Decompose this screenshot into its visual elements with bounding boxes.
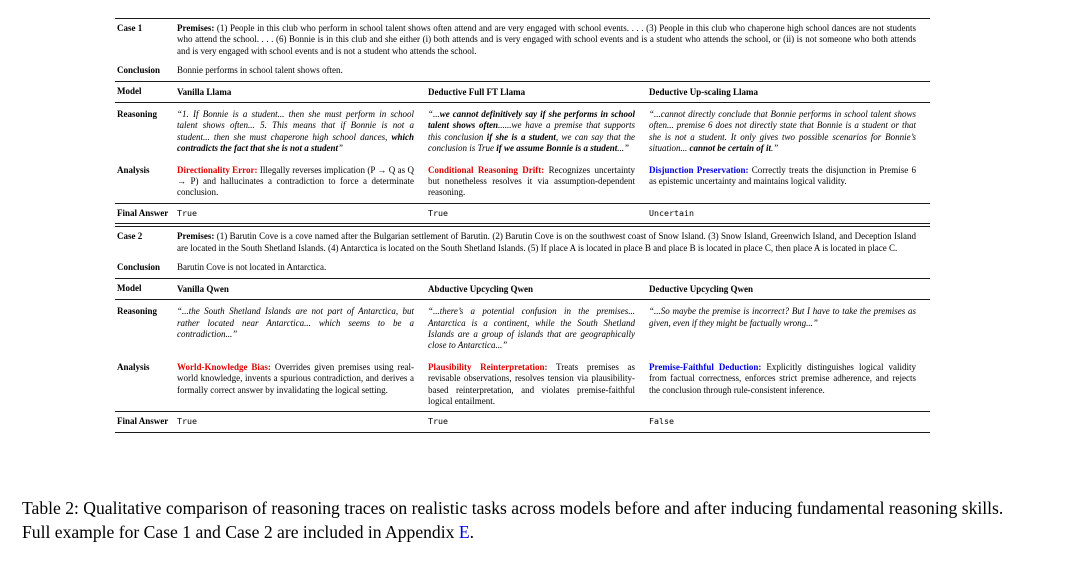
case1-conclusion-row bbox=[115, 61, 930, 80]
case2-reasoning-label: Reasoning bbox=[117, 306, 158, 317]
case2-analysis-2-term: Plausibility Reinterpretation: bbox=[428, 361, 548, 372]
case2-conclusion-text: Barutin Cove is not located in Antarctica. bbox=[177, 262, 327, 273]
case2-analysis-3-term: Premise-Faithful Deduction: bbox=[649, 361, 762, 372]
case2-model-2-name: Abductive Upcycling Qwen bbox=[428, 283, 534, 294]
case1-analysis-2-text: Recognizes uncertainty but nonetheless resolves it via assumption-dependent reasoning. bbox=[428, 164, 636, 198]
case1-analysis-row bbox=[115, 161, 930, 203]
case1-label: Case 1 bbox=[117, 23, 143, 33]
case1-reasoning-label: Reasoning bbox=[117, 109, 158, 120]
case1-premises-label: Premises: bbox=[177, 23, 215, 33]
case1-final-answer-label: Final Answer bbox=[117, 207, 169, 218]
case2-model-row bbox=[115, 279, 930, 299]
case1-analysis-1-text: Illegally reverses implication (P → Q as Q → P) and hallucinates a contradiction to force a determinate conclusion. bbox=[177, 164, 414, 198]
case1-analysis-3-term: Disjunction Preservation: bbox=[649, 164, 749, 175]
case2-reasoning-row bbox=[115, 302, 930, 356]
case2-premises bbox=[177, 227, 930, 258]
table-caption bbox=[22, 497, 1024, 544]
case2-model-3-name: Deductive Upcycling Qwen bbox=[649, 283, 753, 294]
case2-analysis-1 bbox=[177, 358, 428, 412]
case2-reasoning-2: “...there’s a potential confusion in the premises... Antarctica is a continent, while the South Shetland Islands are a group of islands that are geographically close to Antarctica...” bbox=[428, 306, 635, 351]
case1-conclusion-label: Conclusion bbox=[117, 65, 161, 76]
case1-premises-text: (1) People in this club who perform in school talent shows often attend and are very engaged with school events. . . . (3) People in this club who chaperone high school dances are not students who attend the school. . . . (6) Bonnie is in this club and she either (i) both attends and is very engaged with school events and is a student who attends the school, or (ii) is not someone who both attends and is very engaged with school events and is not a student who attends the school. bbox=[177, 23, 917, 56]
case2-analysis-2 bbox=[428, 358, 649, 412]
table-2 bbox=[115, 18, 930, 433]
case2-premises-label: Premises: bbox=[177, 231, 215, 242]
appendix-e-link[interactable]: E bbox=[458, 521, 470, 542]
case1-final-answer-3: Uncertain bbox=[649, 207, 694, 218]
case1-final-answer-row bbox=[115, 204, 930, 223]
case2-analysis-3 bbox=[649, 358, 930, 412]
case1-analysis-1-term: Directionality Error: bbox=[177, 164, 258, 175]
case2-model-1-name: Vanilla Qwen bbox=[177, 283, 229, 294]
case1-reasoning-2: “...we cannot definitively say if she performs in school talent shows often......we have a premise that supports this conclusion if she is a student, we can say that the conclusion is True if we assume Bonnie is a student...” bbox=[428, 109, 636, 154]
case1-model-1-name: Vanilla Llama bbox=[177, 86, 232, 97]
case1-model-2-name: Deductive Full FT Llama bbox=[428, 86, 526, 97]
case1-conclusion-text: Bonnie performs in school talent shows often. bbox=[177, 65, 343, 76]
case1-model-label: Model bbox=[117, 85, 142, 96]
case1-model-row bbox=[115, 82, 930, 102]
case1-final-answer-1: True bbox=[177, 207, 197, 218]
case1-reasoning-3: “...cannot directly conclude that Bonnie performs in school talent shows often... premise 6 does not directly state that Bonnie is a student or that she is not a student. It only gives two possible scenarios for Bonnie’s situation... cannot be certain of it.” bbox=[649, 109, 916, 154]
case1-reasoning-row bbox=[115, 105, 930, 159]
case1-analysis-3 bbox=[649, 161, 930, 203]
case2-final-answer-row bbox=[115, 412, 930, 431]
case1-premises-row bbox=[115, 19, 930, 61]
case1-final-answer-2: True bbox=[428, 207, 448, 218]
case1-analysis-2 bbox=[428, 161, 649, 203]
case2-analysis-3-text: Explicitly distinguishes logical validity from factual correctness, enforces strict premise adherence, and rejects the conclusion through rule-consistent inference. bbox=[649, 361, 916, 395]
case1-premises bbox=[177, 19, 930, 61]
case2-premises-text: (1) Barutin Cove is a cove named after the Bulgarian settlement of Barutin. (2) Barutin Cove is on the southwest coast of Snow Island. (3) Snow Island, Greenwich Island, and Deception Island are located in the South Shetland Islands. (4) Antarctica is located on the South Shetland Islands. (5) If place A is located in place B and place B is located in place C, then place A is located in place C. bbox=[177, 231, 916, 253]
case2-conclusion-row bbox=[115, 258, 930, 277]
case2-label: Case 2 bbox=[117, 231, 143, 242]
case1-model-3-name: Deductive Up-scaling Llama bbox=[649, 86, 758, 97]
case1-analysis-label: Analysis bbox=[117, 164, 150, 175]
case1-analysis-3-text: Correctly treats the disjunction in Premise 6 as epistemic uncertainty and maintains logical validity. bbox=[649, 164, 917, 187]
case2-analysis-1-term: World-Knowledge Bias: bbox=[177, 361, 271, 372]
case2-final-answer-2: True bbox=[428, 416, 448, 427]
case1-analysis-2-term: Conditional Reasoning Drift: bbox=[428, 164, 545, 175]
case2-analysis-row bbox=[115, 358, 930, 412]
caption-suffix: . bbox=[469, 521, 474, 542]
case2-conclusion-label: Conclusion bbox=[117, 262, 161, 273]
case2-final-answer-3: False bbox=[649, 416, 674, 427]
case2-analysis-label: Analysis bbox=[117, 361, 150, 372]
case2-model-label: Model bbox=[117, 282, 142, 293]
case2-reasoning-1: “...the South Shetland Islands are not part of Antarctica, but rather located near Antarctica... which seems to be a contradiction...” bbox=[177, 306, 414, 339]
caption-text: Table 2: Qualitative comparison of reasoning traces on realistic tasks across models before and after inducing fundamental reasoning skills. Full example for Case 1 and Case 2 are included in Appendix bbox=[22, 498, 1004, 542]
table-bottom-rule bbox=[115, 432, 930, 433]
case2-final-answer-1: True bbox=[177, 416, 197, 427]
case2-premises-row bbox=[115, 227, 930, 258]
case2-analysis-2-text: Treats premises as revisable observations, resolves tension via plausibility-based reinterpretation, and violates premise-faithful logical entailment. bbox=[428, 361, 636, 406]
case1-analysis-1 bbox=[177, 161, 428, 203]
case2-reasoning-3: “...So maybe the premise is incorrect? But I have to take the premises as given, even if they might be factually wrong...” bbox=[649, 306, 916, 328]
case2-final-answer-label: Final Answer bbox=[117, 416, 169, 427]
case1-reasoning-1: “1. If Bonnie is a student... then she must perform in school talent shows often... 5. This means that if Bonnie is not a student... then she must chaperone high school dances, which contradicts the fact that she is not a student” bbox=[177, 109, 414, 154]
case2-analysis-1-text: Overrides given premises using real-world knowledge, invents a spurious contradiction, and derives a formally correct answer by invalidating the logical setting. bbox=[177, 361, 414, 395]
